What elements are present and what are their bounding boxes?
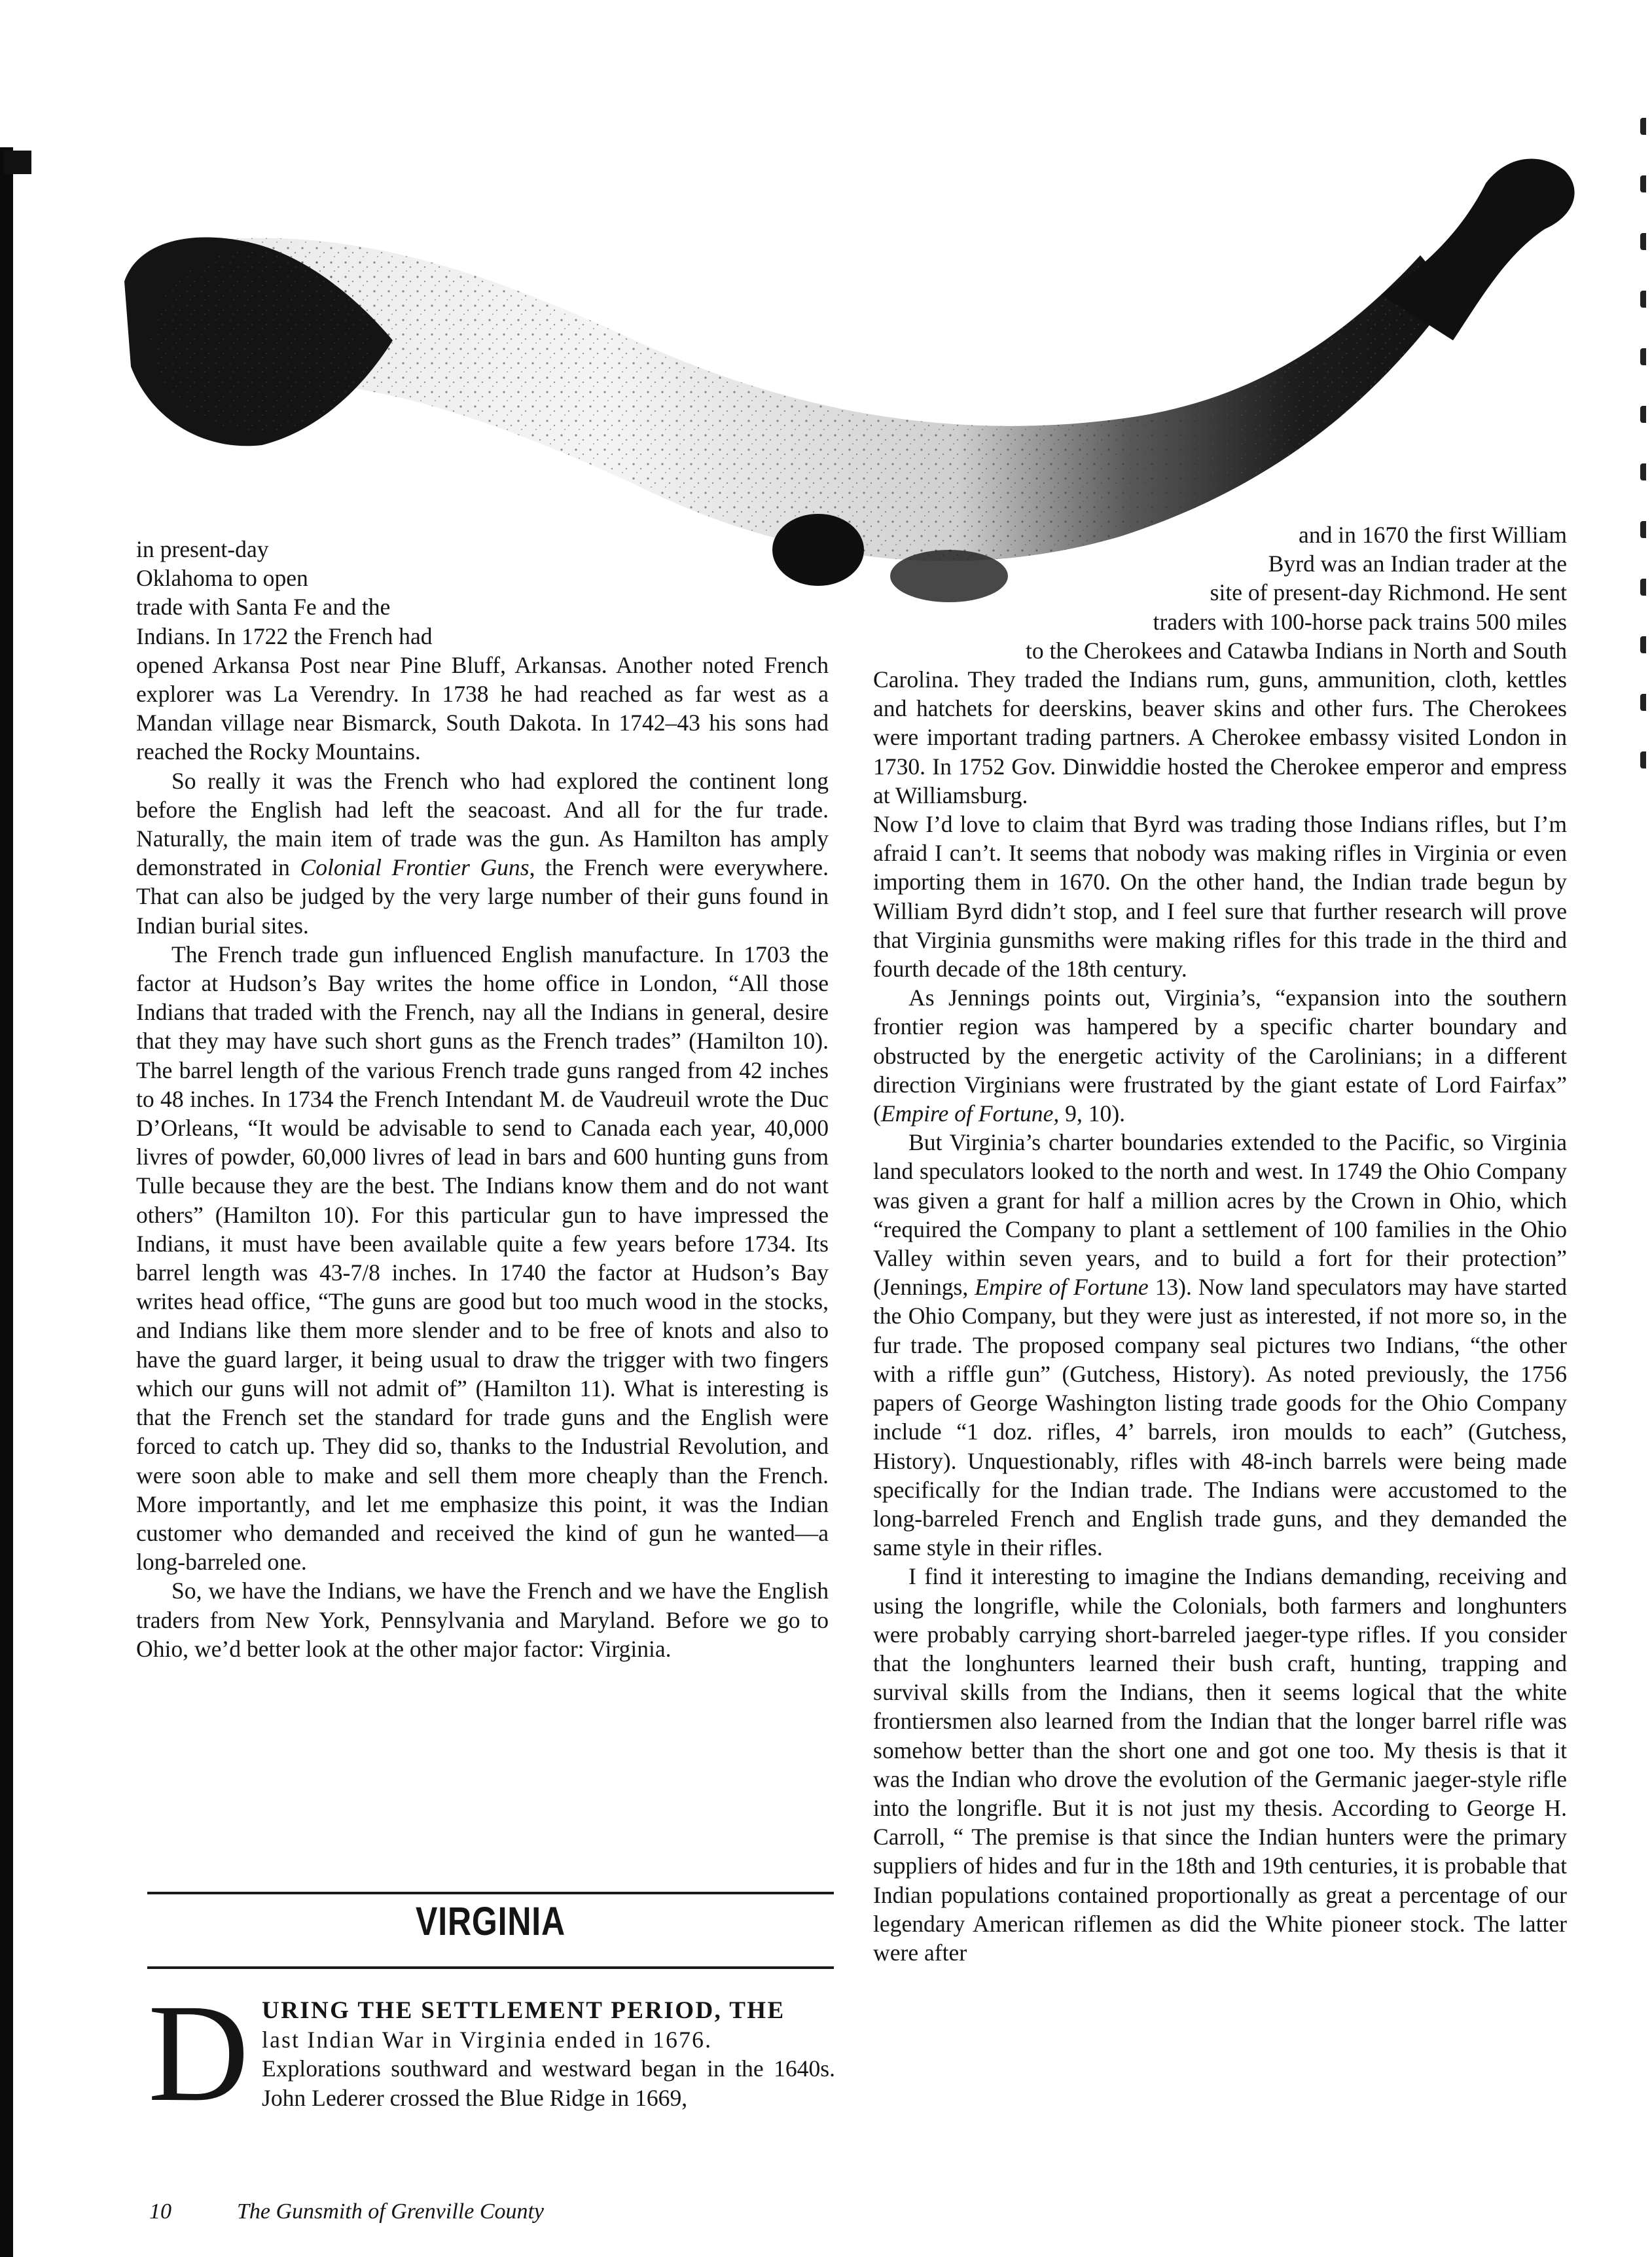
paragraph: So really it was the French who had explored the continent long before the English had left the seacoast. And all for the fur trade. Naturally, the main item of trade was the gun. As Hamilton has amply demonstrated in Colonial Frontier Guns, the French were everywhere. That can also be judged by the very large number of their guns found in Indian burial sites. (136, 767, 829, 939)
paragraph: opened Arkansa Post near Pine Bluff, Arkansas. Another noted French explorer was La Verendry. In 1738 he had reached as far west as a Mandan village near Bismarck, South Dakota. In 1742–43 his sons had reached the Rocky Mountains. (136, 651, 829, 765)
paragraph: As Jennings points out, Virginia’s, “expansion into the southern frontier region was hampered by a specific charter boundary and obstructed by the energetic activity of the Carolinians; in a different direction Virginians were frustrated by the giant estate of Lord Fairfax” (Empire of Fortune, 9, 10). (873, 984, 1567, 1127)
left-column (136, 535, 829, 1663)
drop-cap: D (148, 1976, 249, 2131)
binding-mark (4, 151, 31, 174)
book-title: Empire of Fortune (975, 1274, 1149, 1301)
page-number: 10 (149, 2199, 171, 2224)
wrap-line: trade with Santa Fe and the (136, 594, 391, 621)
facing-page-edge (1632, 118, 1652, 805)
wrap-line: traders with 100-horse pack trains 500 miles (1153, 608, 1567, 635)
paragraph: But Virginia’s charter boundaries extended to the Pacific, so Virginia land speculators looked to the north and west. In 1749 the Ohio Company was given a grant for half a million acres by the Crown in Ohio, which “required the Company to plant a settlement of 100 families in the Ohio Valley within seven years, and to build a fort for their protection” (Jennings, Empire of Fortune 13). Now land speculators may have started the Ohio Company, but they were just as interested, if not more so, in the fur trade. The proposed company seal pictures two Indians, “the other with a riffle gun” (Gutchess, History). As noted previously, the 1756 papers of George Washington listing trade goods for the Ohio Company include “1 doz. rifles, 4’ barrels, iron moulds to each” (Gutchess, History). Unquestionably, rifles with 48-inch barrels were being made specifically for the Indian trade. The Indians were accustomed to the long-barreled French and English trade guns, and they demanded the same style in their rifles. (873, 1129, 1567, 1561)
intro-line: last Indian War in Virginia ended in 1676. (262, 2027, 713, 2053)
paragraph: Now I’d love to claim that Byrd was trading those Indians rifles, but I’m afraid I can’t. It seems that nobody was making rifles in Virginia or even importing them in 1670. On the other hand, the Indian trade begun by William Byrd didn’t stop, and I feel sure that further research will prove that Virginia gunsmiths were making rifles for this trade in the third and fourth decade of the 18th century. (873, 811, 1567, 983)
section-intro (262, 1996, 835, 2112)
heading-rule-bottom (147, 1966, 834, 1969)
paragraph: The French trade gun influenced English manufacture. In 1703 the factor at Hudson’s Bay writes the home office in London, “All those Indians that traded with the French, nay all the Indians in general, desire that they may have such short guns as the French trades” (Hamilton 10). The barrel length of the various French trade guns ranged from 42 inches to 48 inches. In 1734 the French Intendant M. de Vaudreuil wrote the Duc D’Orleans, “It would be advisable to send to Canada each year, 40,000 livres of powder, 60,000 livres of lead in bars and 600 hunting guns from Tulle because they are the best. The Indians know them and do not want others” (Hamilton 10). For this particular gun to have impressed the Indians, it must have been available quite a few years before 1734. Its barrel length was 43-7/8 inches. In 1740 the factor at Hudson’s Bay writes head office, “The guns are good but too much wood in the stocks, and Indians like them more slender and to be free of knots and also to have the guard larger, it being usual to draw the trigger with two fingers which our guns will not admit of” (Hamilton 11). What is interesting is that the French set the standard for trade guns and the English were forced to catch up. They did so, thanks to the Industrial Revolution, and were soon able to make and sell them more cheaply than the French. More importantly, and let me emphasize this point, it was the Indian customer who demanded and received the kind of gun he wanted—a long-barreled one. (136, 941, 829, 1576)
wrap-line: Indians. In 1722 the French had (136, 623, 433, 649)
paragraph: Carolina. They traded the Indians rum, guns, ammunition, cloth, kettles and hatchets for deerskins, beaver skins and other furs. The Cherokees were important trading partners. A Cherokee embassy visited London in 1730. In 1752 Gov. Dinwiddie hosted the Cherokee emperor and empress at Williamsburg. (873, 666, 1567, 808)
intro-lead: URING THE SETTLEMENT PERIOD, THE (262, 1997, 785, 2024)
running-title: The Gunsmith of Grenville County (237, 2199, 545, 2224)
paragraph: I find it interesting to imagine the Indians demanding, receiving and using the longrifle, while the Colonials, both farmers and longhunters were probably carrying short-barreled jaeger-type rifles. If you consider that the longhunters learned their bush craft, hunting, trapping and survival skills from the Indians, then it seems logical that the white frontiersmen also learned from the Indian that the longer barrel rifle was somehow better than the short one and got one too. My thesis is that it was the Indian who drove the evolution of the Germanic jaeger-style rifle into the longrifle. But it is not just my thesis. According to George H. Carroll, “ The premise is that since the Indian hunters were the primary suppliers of hides and fur in the 18th and 19th centuries, it is probable that Indian populations contained proportionally as great a percentage of our legendary American riflemen as did the White pioneer stock. The latter were after (873, 1563, 1567, 1966)
wrap-line: in present-day (136, 536, 269, 562)
wrap-line: Byrd was an Indian trader at the (1268, 551, 1567, 577)
section-heading: VIRGINIA (416, 1899, 566, 1943)
wrap-line: site of present-day Richmond. He sent (1210, 579, 1567, 606)
paragraph: So, we have the Indians, we have the French and we have the English traders from New York, Pennsylvania and Maryland. Before we go to Ohio, we’d better look at the other major factor: Virginia. (136, 1578, 829, 1662)
book-title: Colonial Frontier Guns (300, 854, 530, 881)
book-title: Empire of Fortune, (880, 1100, 1060, 1127)
wrap-line: and in 1670 the first William (1299, 522, 1567, 548)
wrap-line: Oklahoma to open (136, 565, 308, 592)
binding-edge (0, 147, 13, 2257)
right-column (873, 520, 1567, 1967)
intro-rest: Explorations southward and westward began in the 1640s. John Lederer crossed the Blue Ridge in 1669, (262, 2055, 835, 2111)
heading-rule-top (147, 1892, 834, 1894)
wrap-line: to the Cherokees and Catawba Indians in North and South (1025, 637, 1567, 664)
